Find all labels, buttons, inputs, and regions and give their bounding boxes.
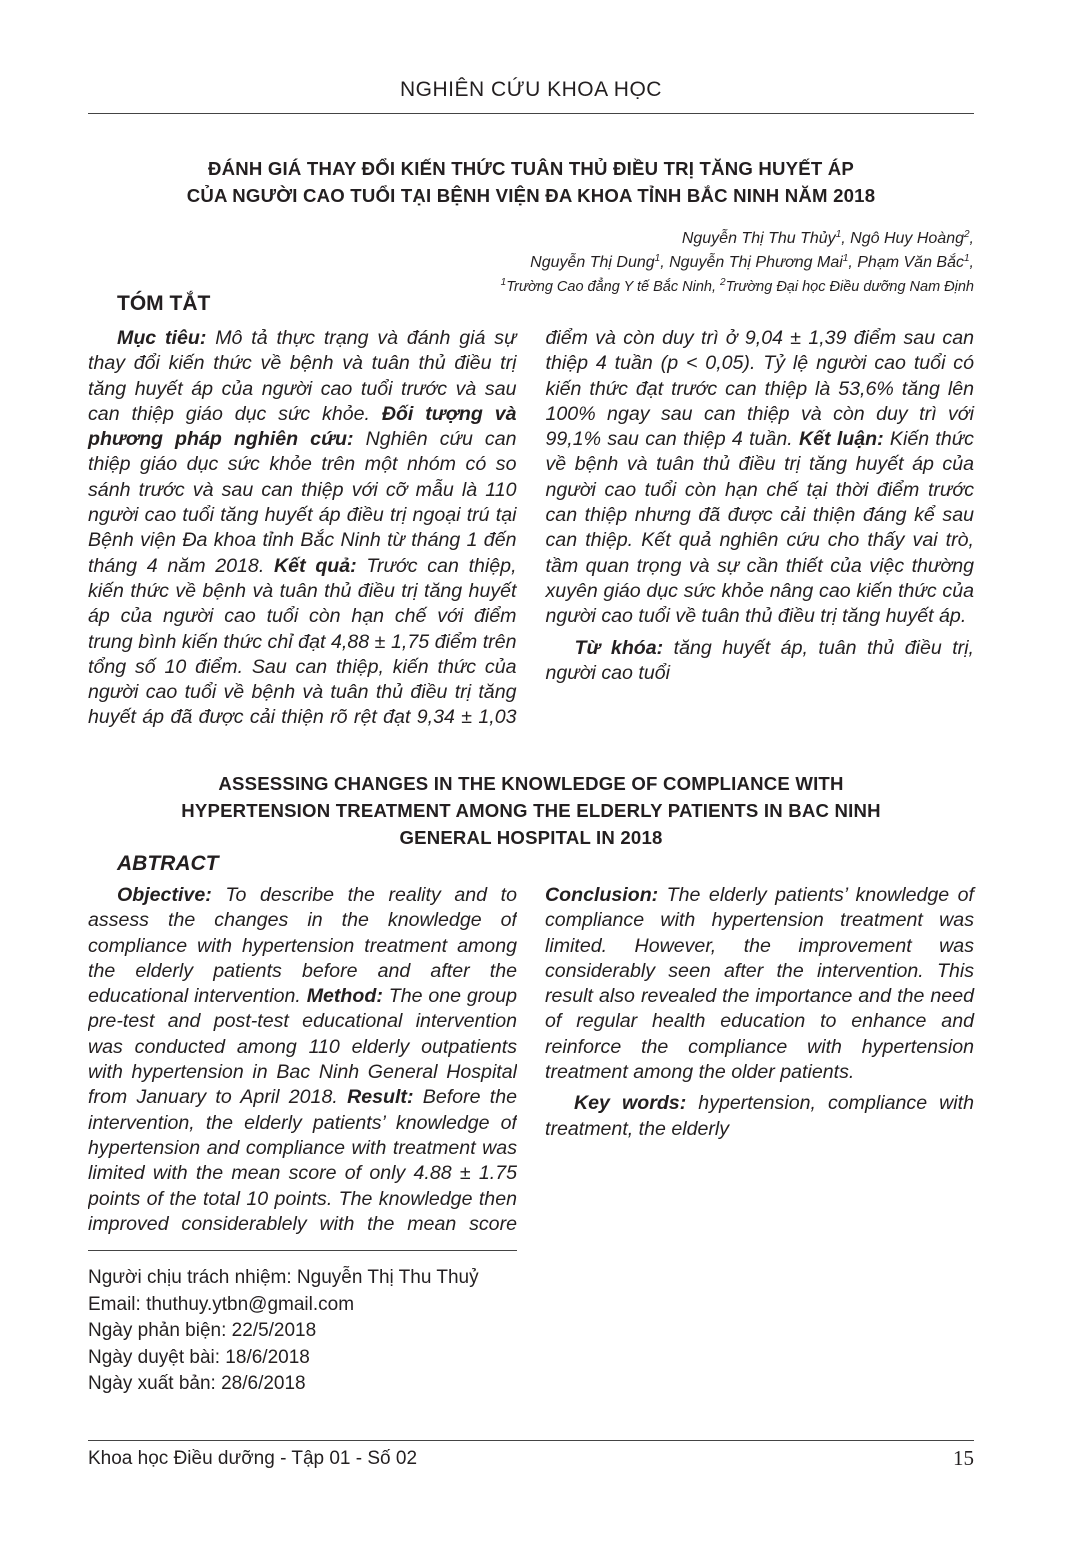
abstract-en-continuation — [545, 883, 974, 1085]
keywords-label: Từ khóa: — [574, 636, 664, 659]
abstract-vi-body — [88, 326, 974, 756]
approval-date: Ngày duyệt bài: 18/6/2018 — [88, 1346, 310, 1368]
affiliation-1: Trường Cao đẳng Y tế Bắc Ninh, — [506, 279, 721, 295]
result-label: Result: — [347, 1086, 414, 1109]
keywords-en — [545, 1091, 974, 1142]
result-text: Trước can thiệp, kiến thức về bệnh và tuân thủ điều trị tăng huyết áp của người cao tuổi còn hạn chế với điểm trung bình kiến thức chỉ đạt 4,88 ± 1,75 điểm trên tổng số 10 điểm. Sau can thiệp, kiến thức của người cao tuổi về bệnh và tuân thủ điều trị tăng huyết áp đã được cải thiện rõ rệt đạt 9,34 ± 1,03 điểm và còn duy trì ở 9,04 ± 1,39 điểm sau can thiệp 4 tuần (p < 0,05). Tỷ lệ người cao tuổi có kiến thức đạt trước can thiệp là 53,6% tăng lên 100% ngay sau can thiệp và còn duy trì với 99,1% sau can thiệp 4 tuần. — [88, 327, 974, 729]
conclusion-label: Conclusion: — [545, 884, 659, 906]
objective-text: Mô tả thực trạng và đánh giá sự thay đổi kiến thức về bệnh và tuân thủ điều trị tăng huyết áp của người cao tuổi trước và sau can thiệp giáo dục sức khỏe. — [88, 327, 517, 425]
separator: , — [660, 254, 670, 271]
separator: , — [969, 230, 974, 247]
header-rule — [88, 113, 974, 114]
review-date: Ngày phản biện: 22/5/2018 — [88, 1320, 317, 1341]
author-name: Nguyễn Thị Dung — [530, 254, 655, 271]
affiliation-line — [501, 275, 974, 299]
author-name: Phạm Văn Bắc — [857, 254, 964, 271]
affiliation-sup: 1 — [654, 253, 661, 264]
title-vi-line: CỦA NGƯỜI CAO TUỔI TẠI BỆNH VIỆN ĐA KHOA TỈNH BẮC NINH NĂM 2018 — [186, 185, 876, 206]
result-label: Kết quả: — [274, 554, 357, 577]
separator: , — [841, 230, 851, 247]
separator: , — [969, 254, 974, 271]
footer-rule — [88, 1440, 974, 1441]
author-line — [501, 251, 974, 275]
running-head: NGHIÊN CỨU KHOA HỌC — [400, 78, 662, 101]
conclusion-text: Kiến thức về bệnh và tuân thủ điều trị tăng huyết áp của người cao tuổi còn hạn chế tại thời điểm trước can thiệp nhưng đã được cải thiện đáng kể sau can thiệp. Kết quả nghiên cứu cho thấy vai trò, tầm quan trọng và sự cần thiết của việc thường xuyên giáo dục sức khỏe nâng cao kiến thức của người cao tuổi về tuân thủ điều trị tăng huyết áp. — [545, 428, 974, 628]
method-label: Method: — [306, 985, 383, 1008]
author-name: Nguyễn Thị Phương Mai — [669, 254, 843, 271]
abstract-en-paragraph — [88, 883, 517, 1238]
title-en-line: HYPERTENSION TREATMENT AMONG THE ELDERLY PATIENTS IN BAC NINH — [181, 800, 881, 821]
title-en — [88, 770, 974, 851]
abstract-en-right-column — [545, 883, 974, 1403]
abstract-vi-heading: TÓM TẮT — [117, 292, 211, 315]
affiliation-sup: 2 — [720, 277, 726, 288]
responsible-person: Người chịu trách nhiệm: Nguyễn Thị Thu Thuỷ — [88, 1267, 479, 1288]
footnote-rule — [88, 1250, 517, 1251]
correspondence-block — [88, 1265, 517, 1398]
author-name: Ngô Huy Hoàng — [850, 230, 964, 247]
objective-label: Mục tiêu: — [117, 327, 207, 349]
abstract-en-heading: ABTRACT — [117, 852, 219, 875]
abstract-en-left-column — [88, 883, 517, 1238]
method-text: The one group pre-test and post-test educational intervention was conducted among 110 elderly outpatients with hypertension in Bac Ninh General Hospital from January to April 2018. — [88, 985, 517, 1109]
affiliation-sup: 1 — [963, 253, 970, 264]
method-text: Nghiên cứu can thiệp giáo dục sức khỏe trên một nhóm có so sánh trước và sau can thiệp với cỡ mẫu là 110 người cao tuổi tăng huyết áp điều trị ngoại trú tại Bệnh viện Đa khoa tỉnh Bắc Ninh từ tháng 1 đến tháng 4 năm 2018. — [88, 428, 517, 577]
method-label: Đối tượng và phương pháp nghiên cứu: — [88, 402, 517, 451]
title-vi-line: ĐÁNH GIÁ THAY ĐỔI KIẾN THỨC TUÂN THỦ ĐIỀU TRỊ TĂNG HUYẾT ÁP — [207, 158, 854, 179]
title-vi — [88, 155, 974, 209]
conclusion-label: Kết luận: — [798, 428, 884, 451]
title-en-line: GENERAL HOSPITAL IN 2018 — [399, 827, 663, 848]
result-text: Before the intervention, the elderly patients’ knowledge of hypertension and compliance with treatment was limited with the mean score of only 4.88 ± 1.75 points of the total 10 points. The knowledge then improved considerablely with the mean score — [88, 1086, 517, 1235]
keywords-label: Key words: — [574, 1092, 687, 1115]
title-en-line: ASSESSING CHANGES IN THE KNOWLEDGE OF COMPLIANCE WITH — [218, 773, 844, 794]
author-name: Nguyễn Thị Thu Thủy — [681, 230, 836, 247]
conclusion-text: The elderly patients’ knowledge of compliance with hypertension treatment was limited. However, the improvement was considerably seen after the intervention. This result also revealed the importance and the need of regular health education to enhance and reinforce the compliance with hypertension treatment among the older patients. — [545, 884, 974, 1084]
email: Email: thuthuy.ytbn@gmail.com — [88, 1293, 355, 1315]
keywords-vi — [546, 636, 975, 687]
objective-label: Objective: — [117, 884, 212, 906]
affiliation-sup: 1 — [842, 253, 849, 264]
affiliation-sup: 2 — [963, 229, 970, 240]
author-line — [501, 227, 974, 251]
journal-footer: Khoa học Điều dưỡng - Tập 01 - Số 02 — [88, 1448, 418, 1469]
affiliation-sup: 1 — [835, 229, 842, 240]
affiliation-2: Trường Đại học Điều dưỡng Nam Định — [725, 279, 974, 295]
publish-date: Ngày xuất bản: 28/6/2018 — [88, 1373, 306, 1394]
keywords-text: tăng huyết áp, tuân thủ điều trị, người cao tuổi — [545, 636, 974, 684]
keywords-text: hypertension, compliance with treatment, the elderly — [545, 1092, 974, 1140]
affiliation-sup: 1 — [500, 277, 507, 288]
objective-text: To describe the reality and to assess the changes in the knowledge of compliance with hypertension treatment among the elderly patients before and after the educational intervention. — [88, 884, 517, 1008]
page-number: 15 — [953, 1446, 974, 1470]
separator: , — [848, 254, 858, 271]
author-block — [501, 227, 974, 299]
abstract-vi-paragraph — [88, 326, 974, 756]
